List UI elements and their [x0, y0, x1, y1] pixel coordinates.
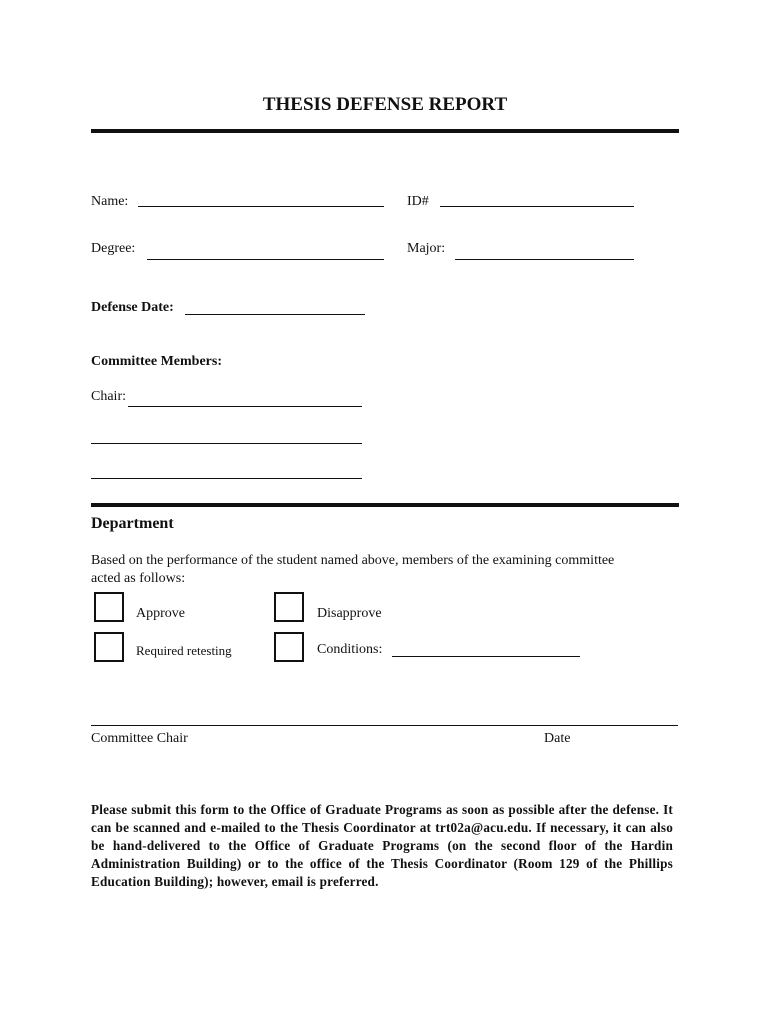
id-label: ID#	[407, 194, 429, 209]
disapprove-checkbox[interactable]	[274, 592, 304, 622]
required-retesting-label: Required retesting	[136, 643, 232, 658]
approve-label: Approve	[136, 606, 185, 621]
major-label: Major:	[407, 241, 446, 256]
committee-member-field-2[interactable]	[91, 443, 362, 444]
name-field[interactable]	[138, 206, 384, 207]
signature-line[interactable]	[91, 725, 678, 726]
chair-field[interactable]	[128, 406, 362, 407]
date-label: Date	[544, 731, 571, 746]
committee-member-field-3[interactable]	[91, 478, 362, 479]
submission-notice: Please submit this form to the Office of Graduate Programs as soon as possible after the defense. It can be scanned and e-mailed to the Thesis Coordinator at trt02a@acu.edu. If necessary, it can also be hand-delivered to the Office of Graduate Programs (on the second floor of the Hardin Administration Building) or to the office of the Thesis Coordinator (Room 129 of the Phillips Education Building); however, email is preferred.	[91, 802, 673, 889]
disapprove-label: Disapprove	[317, 606, 382, 621]
degree-field[interactable]	[147, 259, 384, 260]
conditions-label: Conditions:	[317, 642, 383, 657]
name-label: Name:	[91, 194, 129, 209]
chair-label: Chair:	[91, 389, 126, 404]
title-divider	[91, 129, 679, 133]
department-heading: Department	[91, 515, 174, 532]
department-description-line2: acted as follows:	[91, 571, 186, 586]
conditions-checkbox[interactable]	[274, 632, 304, 662]
committee-chair-label: Committee Chair	[91, 731, 188, 746]
approve-checkbox[interactable]	[94, 592, 124, 622]
defense-date-label: Defense Date:	[91, 300, 174, 315]
department-description-line1: Based on the performance of the student named above, members of the examining committee	[91, 553, 615, 568]
conditions-field[interactable]	[392, 656, 580, 657]
degree-label: Degree:	[91, 241, 136, 256]
major-field[interactable]	[455, 259, 634, 260]
defense-date-field[interactable]	[185, 314, 365, 315]
committee-members-heading: Committee Members:	[91, 354, 222, 369]
required-retesting-checkbox[interactable]	[94, 632, 124, 662]
id-field[interactable]	[440, 206, 634, 207]
section-divider	[91, 503, 679, 507]
page-title: THESIS DEFENSE REPORT	[262, 94, 508, 115]
